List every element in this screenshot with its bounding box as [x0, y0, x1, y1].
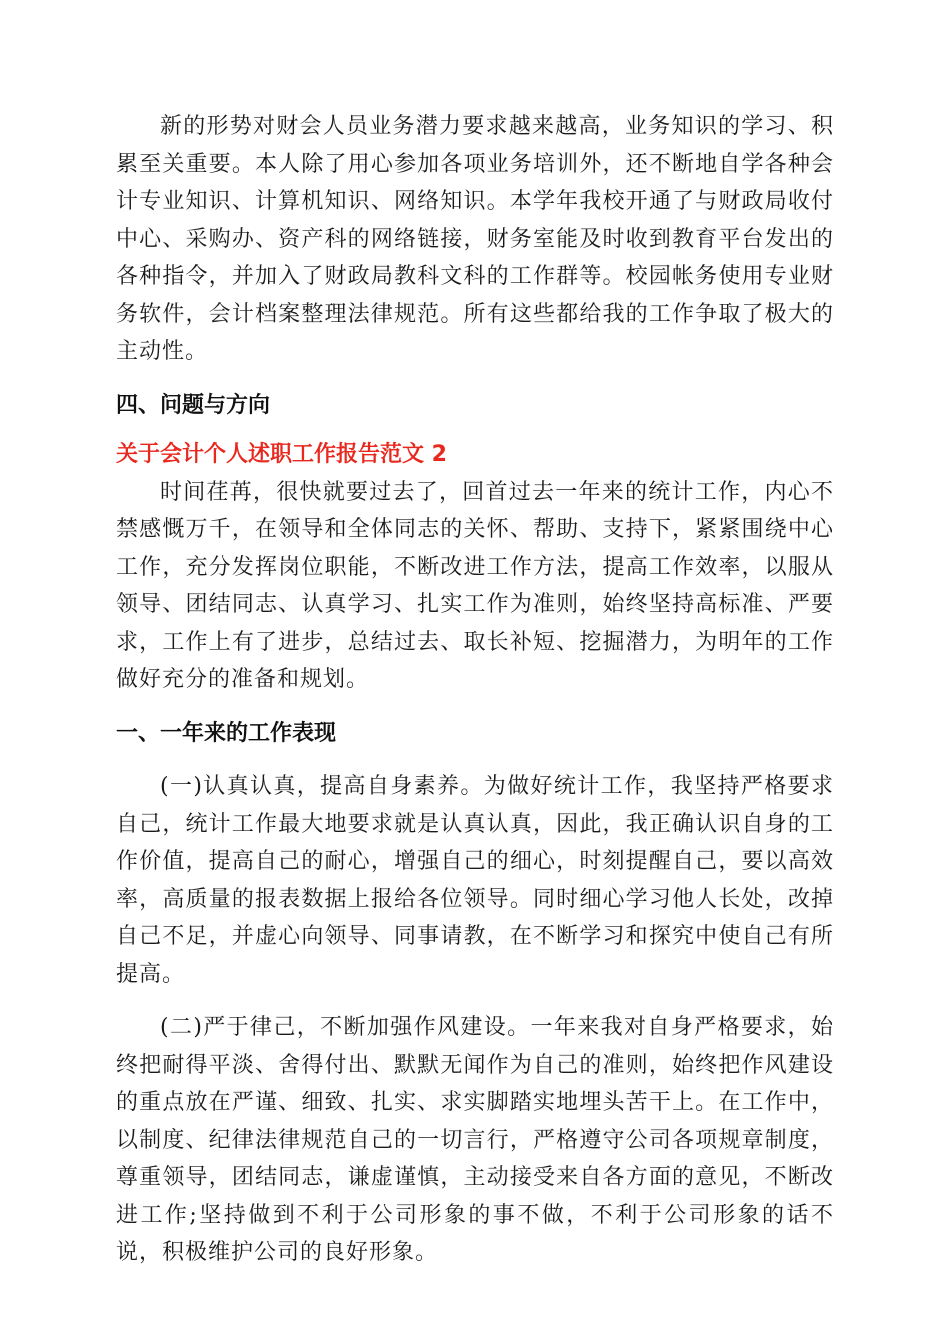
heading-work-performance: 一、一年来的工作表现 — [116, 720, 337, 746]
paragraph-point-2: (二)严于律己，不断加强作风建设。一年来我对自身严格要求，始终把耐得平淡、舍得付出、默默无闻作为自己的准则，始终把作风建设的重点放在严谨、细致、扎实、求实脚踏实地埋头苦干上。在工作中，以制度、纪律法律规范自己的一切言行，严格遵守公司各项规章制度，尊重领导，团结同志，谦虚谨慎，主动接受来自各方面的意见，不断改进工作;坚持做到不利于公司形象的事不做，不利于公司形象的话不说，积极维护公司的良好形象。 — [116, 1015, 834, 1265]
document-body — [116, 108, 834, 1272]
heading-problems-and-direction: 四、问题与方向 — [116, 392, 271, 418]
paragraph-point-1: (一)认真认真，提高自身素养。为做好统计工作，我坚持严格要求自己，统计工作最大地要求就是认真认真，因此，我正确认识自身的工作价值，提高自己的耐心，增强自己的细心，时刻提醒自己，要以高效率，高质量的报表数据上报给各位领导。同时细心学习他人长处，改掉自己不足，并虚心向领导、同事请教，在不断学习和探究中使自己有所提高。 — [116, 774, 834, 987]
report-title-2: 关于会计个人述职工作报告范文 2 — [116, 442, 447, 467]
paragraph-introduction: 时间荏苒，很快就要过去了，回首过去一年来的统计工作，内心不禁感慨万千，在领导和全体同志的关怀、帮助、支持下，紧紧围绕中心工作，充分发挥岗位职能，不断改进工作方法，提高工作效率，以服从领导、团结同志、认真学习、扎实工作为准则，始终坚持高标准、严要求，工作上有了进步，总结过去、取长补短、挖掘潜力，为明年的工作做好充分的准备和规划。 — [116, 479, 834, 692]
paragraph-professional-study: 新的形势对财会人员业务潜力要求越来越高，业务知识的学习、积累至关重要。本人除了用心参加各项业务培训外，还不断地自学各种会计专业知识、计算机知识、网络知识。本学年我校开通了与财政局收付中心、采购办、资产科的网络链接，财务室能及时收到教育平台发出的各种指令，并加入了财政局教科文科的工作群等。校园帐务使用专业财务软件，会计档案整理法律规范。所有这些都给我的工作争取了极大的主动性。 — [116, 114, 834, 364]
